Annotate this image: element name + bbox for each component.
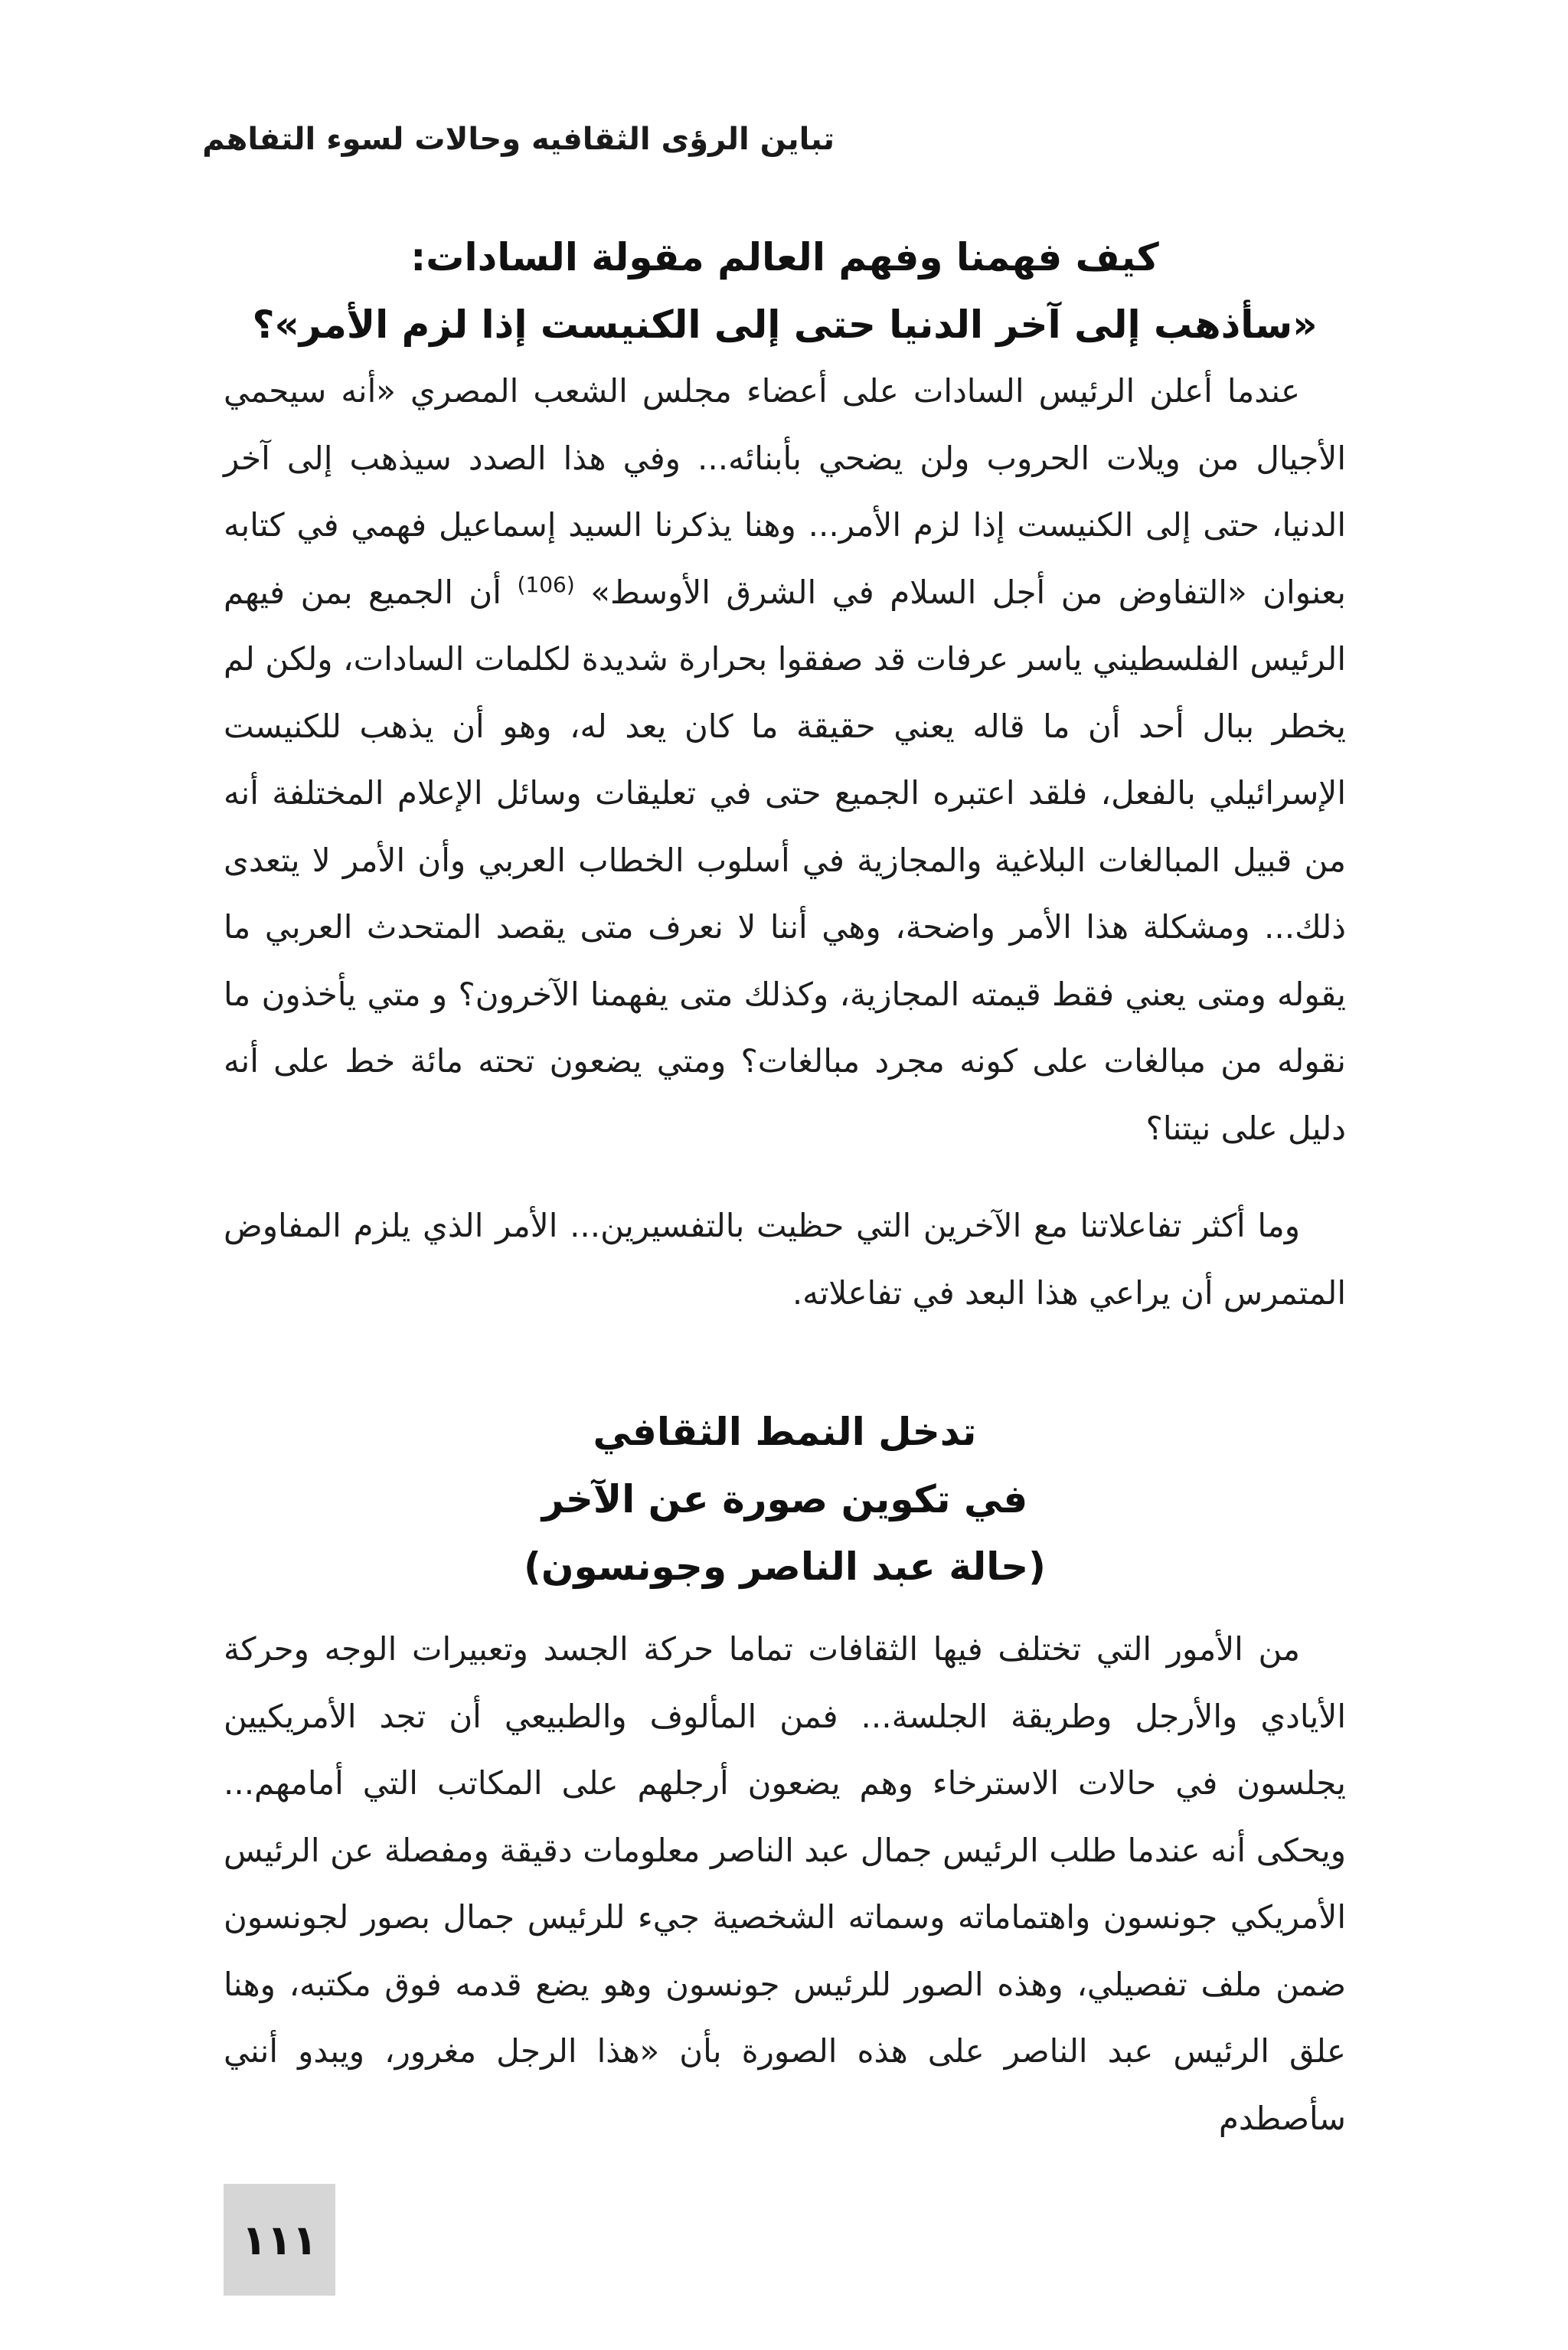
heading-line: تدخل النمط الثقافي — [593, 1410, 977, 1454]
heading-line: كيف فهمنا وفهم العالم مقولة السادات: — [410, 235, 1159, 279]
paragraph-body-language — [224, 1616, 1346, 2152]
running-header: تباين الرؤى الثقافيه وحالات لسوء التفاهم — [202, 122, 835, 157]
heading-line: «سأذهب إلى آخر الدنيا حتى إلى الكنيست إذا لزم الأمر»؟ — [252, 302, 1318, 347]
body-paragraph — [224, 358, 1346, 1162]
page-margin — [0, 0, 224, 2350]
section-heading-nasser-johnson — [224, 1398, 1346, 1600]
heading-line: (حالة عبد الناصر وجونسون) — [524, 1544, 1046, 1589]
page-number: ١١١ — [224, 2184, 335, 2296]
paragraph-sadat-speech — [224, 358, 1346, 1162]
footnote-marker: (106) — [517, 571, 575, 597]
paragraph-text: أن الجميع بمن فيهم الرئيس الفلسطيني ياسر عرفات قد صفقوا بحرارة شديدة لكلمات السادات، ولكن لم يخطر ببال أحد أن ما قاله يعني حقيقة ما كان يعد له، وهو أن يذهب للكنيست الإسرائيلي بالفعل، فلقد اعتبره الجميع حتى في تعليقات وسائل الإعلام المختلفة أنه من قبيل المبالغات البلاغية والمجازية في أسلوب الخطاب العربي وأن الأمر لا يتعدى ذلك... ومشكلة هذا الأمر واضحة، وهي أننا لا نعرف متى يقصد المتحدث العربي ما يقوله ومتى يعني فقط قيمته المجازية، وكذلك متى يفهمنا الآخرون؟ و متي يأخذون ما نقوله من مبالغات على كونه مجرد مبالغات؟ ومتي يضعون تحته مائة خط على أنه دليل على نيتنا؟ — [224, 573, 1346, 1147]
section-heading-sadat — [224, 224, 1346, 358]
body-paragraph: من الأمور التي تختلف فيها الثقافات تماما حركة الجسد وتعبيرات الوجه وحركة الأيادي والأرجل وطريقة الجلسة... فمن المألوف والطبيعي أن تجد الأمريكيين يجلسون في حالات الاسترخاء وهم يضعون أرجلهم على المكاتب التي أمامهم... ويحكى أنه عندما طلب الرئيس جمال عبد الناصر معلومات دقيقة ومفصلة عن الرئيس الأمريكي جونسون واهتماماته وسماته الشخصية جيء للرئيس جمال بصور لجونسون ضمن ملف تفصيلي، وهذه الصور للرئيس جونسون وهو يضع قدمه فوق مكتبه، وهنا علق الرئيس عبد الناصر على هذه الصورة بأن «هذا الرجل مغرور، ويبدو أنني سأصطدم — [224, 1630, 1346, 2137]
paragraph-interactions — [224, 1192, 1346, 1326]
body-paragraph: وما أكثر تفاعلاتنا مع الآخرين التي حظيت بالتفسيرين... الأمر الذي يلزم المفاوض المتمرس أن يراعي هذا البعد في تفاعلاته. — [224, 1207, 1346, 1312]
heading-line: في تكوين صورة عن الآخر — [541, 1477, 1028, 1521]
paragraph-text: عندما أعلن الرئيس السادات على أعضاء مجلس الشعب المصري «أنه سيحمي الأجيال من ويلات الحروب ولن يضحي بأبنائه... وفي هذا الصدد سيذهب إلى آخر الدنيا، حتى إلى الكنيست إذا لزم الأمر... وهنا يذكرنا السيد إسماعيل فهمي في كتابه بعنوان «التفاوض من أجل السلام في الشرق الأوسط» — [224, 372, 1346, 611]
